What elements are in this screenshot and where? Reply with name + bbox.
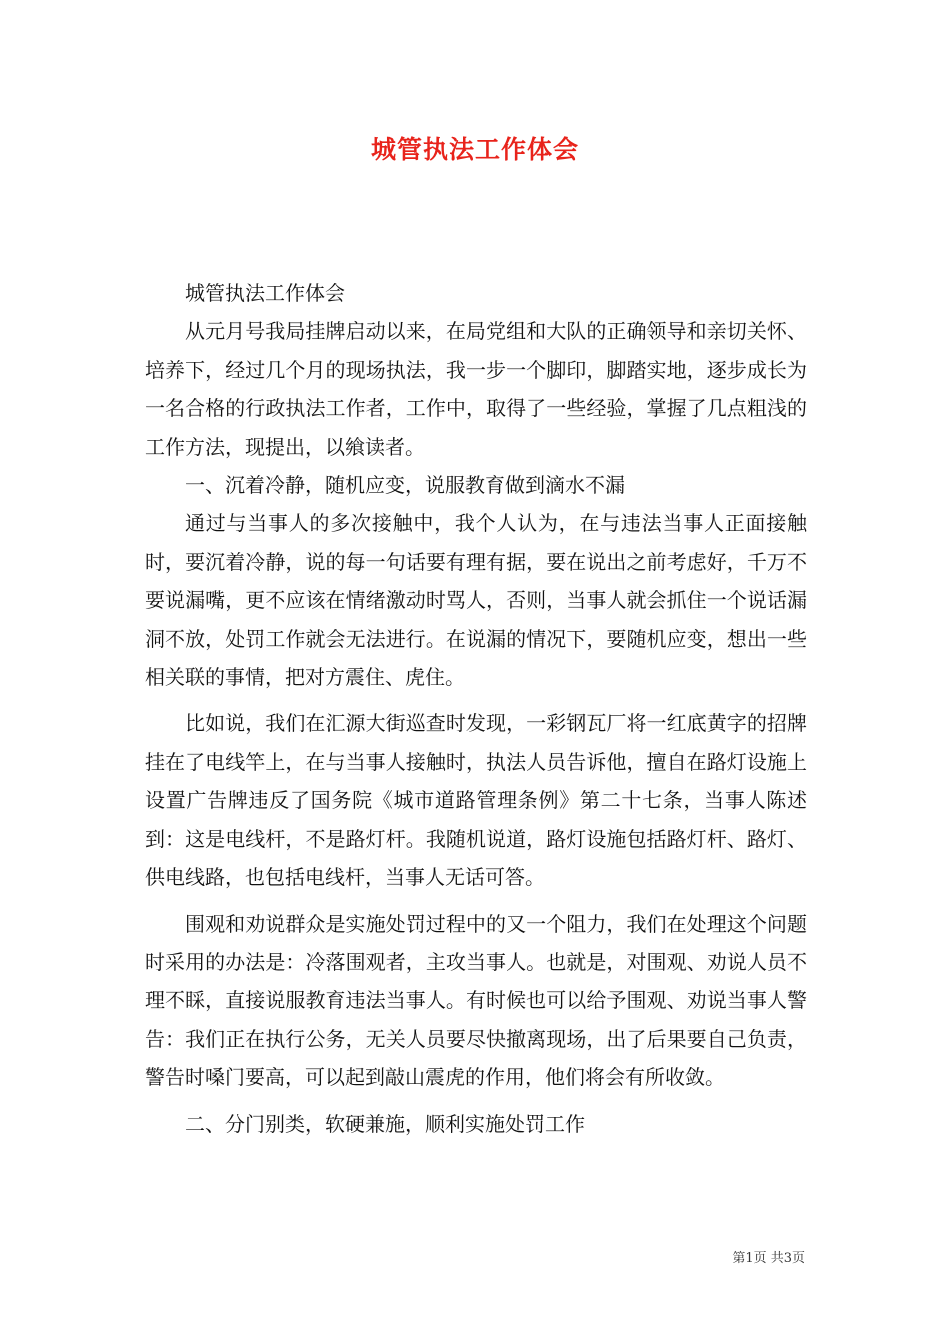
section-heading-1: 一、沉着冷静，随机应变，说服教育做到滴水不漏 xyxy=(185,473,625,498)
document-title: 城管执法工作体会 xyxy=(370,135,579,164)
page-number: 第1页 共3页 xyxy=(732,1251,805,1266)
document-body xyxy=(145,274,807,1143)
paragraph-onlookers: 围观和劝说群众是实施处罚过程中的又一个阻力，我们在处理这个问题时采用的办法是：冷落围观者，主攻当事人。也就是，对围观、劝说人员不理不睬，直接说服教育违法当事人。有时候也可以给予围观、劝说当事人警告：我们正在执行公务，无关人员要尽快撤离现场，出了后果要自己负责，警告时嗓门要高，可以起到敲山震虎的作用，他们将会有所收敛。 xyxy=(145,911,807,1090)
paragraph-subtitle: 城管执法工作体会 xyxy=(185,281,345,305)
paragraph-section1-body: 通过与当事人的多次接触中，我个人认为，在与违法当事人正面接触时，要沉着冷静，说的每一句话要有理有据，要在说出之前考虑好，千万不要说漏嘴，更不应该在情绪激动时骂人，否则，当事人就会抓住一个说话漏洞不放，处罚工作就会无法进行。在说漏的情况下，要随机应变，想出一些相关联的事情，把对方震住、虎住。 xyxy=(145,511,807,690)
paragraph-example: 比如说，我们在汇源大街巡查时发现，一彩钢瓦厂将一红底黄字的招牌挂在了电线竿上，在与当事人接触时，执法人员告诉他，擅自在路灯设施上设置广告牌违反了国务院《城市道路管理条例》第二十七条，当事人陈述到：这是电线杆，不是路灯杆。我随机说道，路灯设施包括路灯杆、路灯、供电线路，也包括电线杆，当事人无话可答。 xyxy=(145,711,807,890)
section-heading-2: 二、分门别类，软硬兼施，顺利实施处罚工作 xyxy=(185,1111,585,1136)
paragraph-intro: 从元月号我局挂牌启动以来，在局党组和大队的正确领导和亲切关怀、培养下，经过几个月的现场执法，我一步一个脚印，脚踏实地，逐步成长为一名合格的行政执法工作者，工作中，取得了一些经验，掌握了几点粗浅的工作方法，现提出，以飨读者。 xyxy=(145,319,807,459)
